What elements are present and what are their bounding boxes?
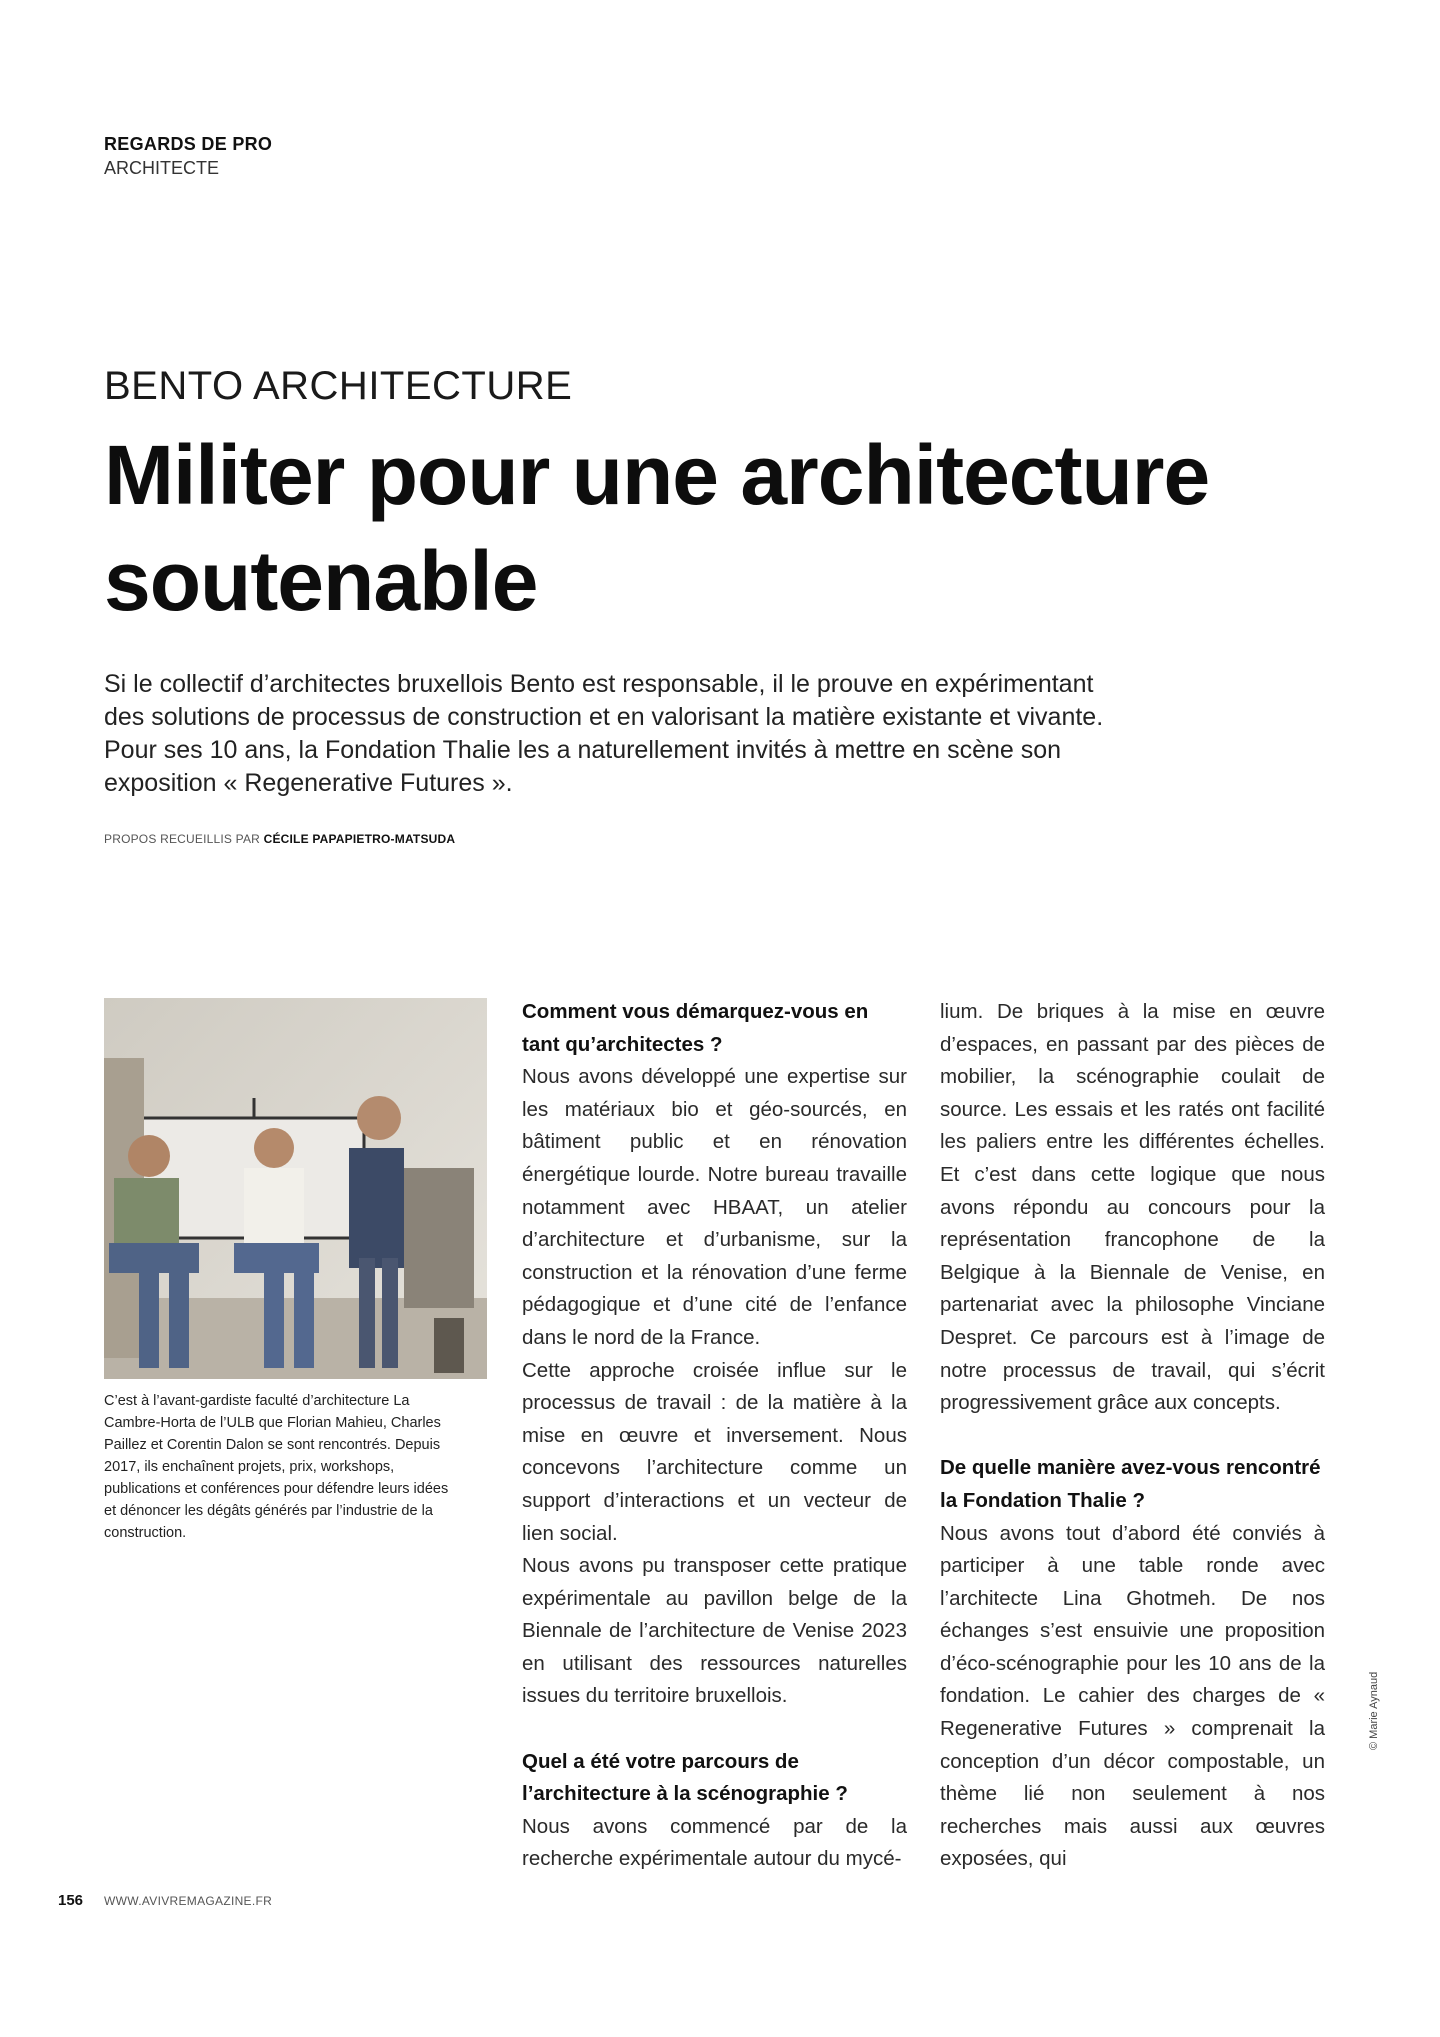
team-photo <box>104 998 487 1379</box>
photo-caption: C’est à l’avant-gardiste faculté d’architecture La Cambre-Horta de l’ULB que Florian Mahieu, Charles Paillez et Corentin Dalon se sont rencontrés. Depuis 2017, ils enchaînent projets, prix, workshops, publications et conférences pour défendre leurs idées et dénoncer les dégâts générés par l’industrie de la construction. <box>104 1393 449 1541</box>
website-url: WWW.AVIVREMAGAZINE.FR <box>104 1894 273 1908</box>
section-sublabel: ARCHITECTE <box>104 158 220 178</box>
author-credit-prefix: PROPOS RECUEILLIS PAR <box>104 832 261 846</box>
team-photo-illustration <box>104 998 487 1379</box>
article-lead: Si le collectif d’architectes bruxellois Bento est responsable, il le prouve en expérimentant des solutions de processus de construction et en valorisant la matière existante et vivante. Pour ses 10 ans, la Fondation Thalie les a naturellement invités à mettre en scène son exposition « Regenerative Futures ». <box>104 670 1104 797</box>
page-number: 156 <box>58 1892 84 1909</box>
answer-3: Nous avons tout d’abord été conviés à participer à une table ronde avec l’architecte Lina Ghotmeh. De nos échanges s’est ensuivie une proposition d’éco-scénographie pour les 10 ans de la fondation. Le cahier des charges de « Regenerative Futures » comprenait la conception d’un décor compostable, un thème lié non seulement à nos recherches mais aussi aux œuvres exposées, qui <box>940 1521 1325 1871</box>
author-name: CÉCILE PAPAPIETRO-MATSUDA <box>263 832 456 846</box>
answer-2-start: Nous avons commencé par de la recherche expérimentale autour du mycé- <box>522 1814 907 1871</box>
answer-2-continued: lium. De briques à la mise en œuvre d’espaces, en passant par des pièces de mobilier, la scénographie coulait de source. Les essais et les ratés ont facilité les paliers entre les différentes échelles. Et c’est dans cette logique que nous avons répondu au concours pour la représentation francophone de la Belgique à la Biennale de Venise, en partenariat avec la philosophe Vinciane Despret. Ce parcours est à l’image de notre processus de travail, qui s’écrit progressivement grâce aux concepts. <box>940 1000 1325 1415</box>
answer-1-paragraph-2: Cette approche croisée influe sur le processus de travail : de la matière à la mise en œuvre et inversement. Nous concevons l’architecture comme un support d’interactions et un vecteur de lien social. <box>522 1358 907 1545</box>
section-label: REGARDS DE PRO <box>104 134 273 154</box>
article-column-3 <box>940 996 1325 1876</box>
answer-1-paragraph-1: Nous avons développé une expertise sur les matériaux bio et géo-sourcés, en bâtiment public et en rénovation énergétique lourde. Notre bureau travaille notamment avec HBAAT, un atelier d’architecture et d’urbanisme, sur la construction et la rénovation d’une ferme pédagogique et d’une cité de l’enfance dans le nord de la France. <box>522 1065 907 1349</box>
article-column-2 <box>522 996 907 1876</box>
question-2: Quel a été votre parcours de l’architecture à la scénographie ? <box>522 1749 848 1806</box>
question-1: Comment vous démarquez-vous en tant qu’architectes ? <box>522 1000 869 1056</box>
photo-credit: © Marie Aynaud <box>1368 1671 1380 1750</box>
answer-1-paragraph-3: Nous avons pu transposer cette pratique expérimentale au pavillon belge de la Biennale de l’architecture de Venise 2023 en utilisant des ressources naturelles issues du territoire bruxellois. <box>522 1554 907 1708</box>
paragraph-gap <box>940 1420 1325 1453</box>
article-title: Militer pour une architecture soutenable <box>104 428 1210 628</box>
author-credit <box>104 832 455 846</box>
article-kicker: BENTO ARCHITECTURE <box>104 364 573 408</box>
paragraph-gap <box>522 1713 907 1746</box>
question-3: De quelle manière avez-vous rencontré la Fondation Thalie ? <box>940 1456 1321 1512</box>
